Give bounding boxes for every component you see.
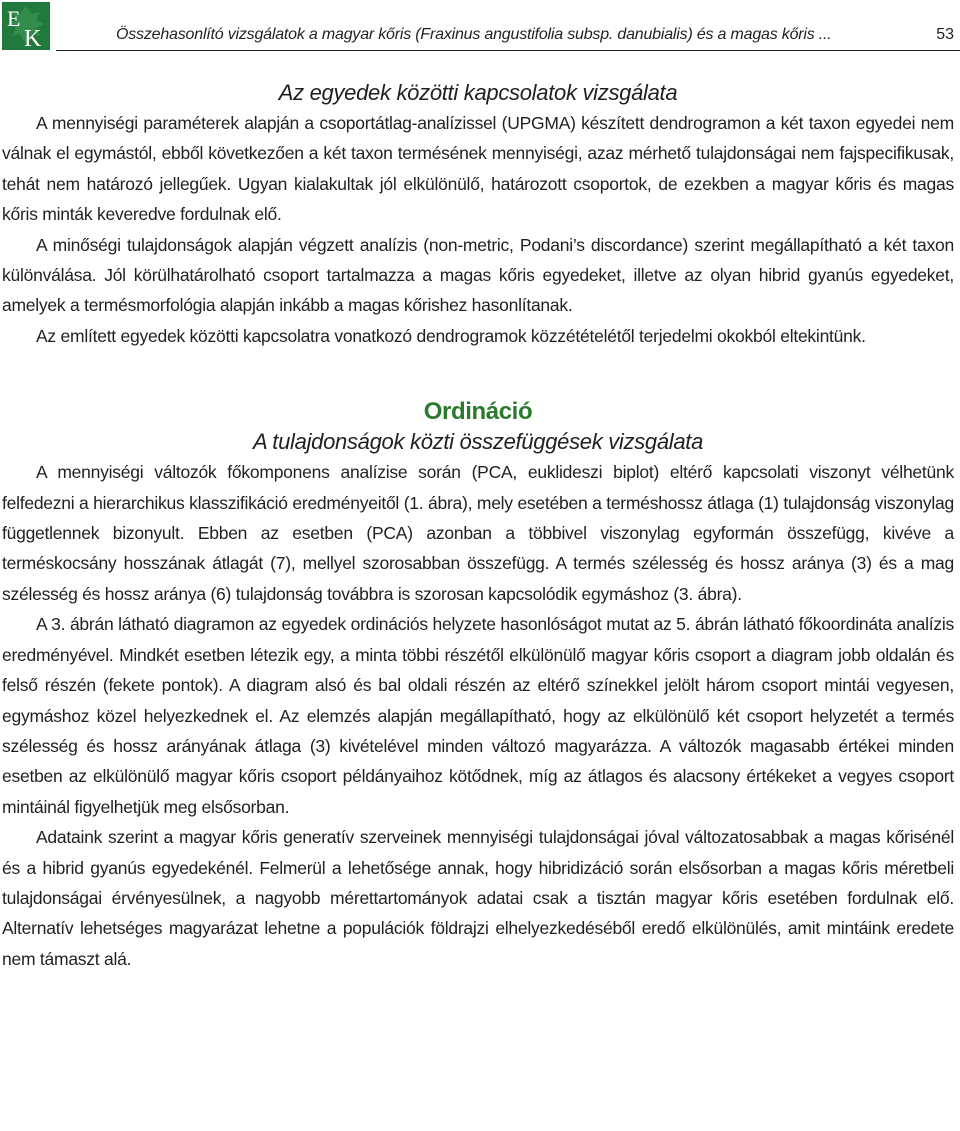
paragraph: A 3. ábrán látható diagramon az egyedek ordinációs helyzete hasonlóságot mutat az 5. ábrán látható főkoordináta analízis eredményével. Mindkét esetben létezik egy, a minta többi részétől elkülönülő magyar kőris csoport a diagram jobb oldalán és felső részén (fekete pontok). A diagram alsó és bal oldali részén az eltérő színekkel jelölt három csoport mintái vegyesen, egymáshoz közel helyezkednek el. Az elemzés alapján megállapítható, hogy az elkülönülő két csoport helyzetét a termés szélesség és hossz arányának átlaga (3) kivételével minden változó magyarázza. A változók magasabb értékei minden esetben az elkülönülő magyar kőris csoport példányaihoz kötődnek, míg az átlagos és alacsony értékeket a vegyes csoport mintáinál figyelhetjük meg elsősorban. (2, 614, 954, 817)
section-title: Az egyedek közötti kapcsolatok vizsgálata (278, 80, 678, 105)
header-divider (56, 50, 960, 51)
page-header (0, 0, 960, 54)
paragraph: A mennyiségi változók főkomponens analízise során (PCA, euklideszi biplot) eltérő kapcsolati viszonyt vélhetünk felfedezni a hierarchikus klasszifikáció eredményeitől (1. ábra), mely esetében a terméshossz átlaga (1) tulajdonság viszonylag függetlennek bizonyult. Ebben az esetben (PCA) azonban a többivel viszonylag egyformán összefügg, kivéve a terméskocsány hosszának átlagát (7), mellyel szorosabban összefügg. A termés szélesség és hossz aránya (3) és a mag szélesség és hossz aránya (6) tulajdonság továbbra is szorosan kapcsolódik egymáshoz (3. ábra). (2, 462, 954, 604)
svg-text:K: K (24, 26, 42, 50)
journal-logo (2, 2, 50, 50)
section-heading: Ordináció (423, 398, 533, 426)
article-body (2, 78, 954, 974)
section-subheading: A tulajdonságok közti összefüggések vizsgálata (252, 429, 704, 455)
paragraph: A mennyiségi paraméterek alapján a csoportátlag-analízissel (UPGMA) készített dendrogramon a két taxon egyedei nem válnak el egymástól, ebből következően a két taxon termésének mennyiségi, azaz mérhető tulajdonságai nem fajspecifikusak, tehát nem határozó jellegűek. Ugyan kialakultak jól elkülönülő, határozott csoportok, de ezekben a magyar kőris és magas kőris minták keveredve fordulnak elő. (2, 113, 954, 225)
running-title: Összehasonlító vizsgálatok a magyar kőris (Fraxinus angustifolia subsp. danubialis) és a magas kőris ... (116, 26, 832, 43)
leaf-logo-icon (2, 2, 50, 50)
paragraph: Adataink szerint a magyar kőris generatív szerveinek mennyiségi tulajdonságai jóval változatosabbak a magas kőrisénél és a hibrid gyanús egyedekénél. Felmerül a lehetősége annak, hogy hibridizáció során elsősorban a magas kőris méretbeli tulajdonságai érvényesülnek, a nagyobb mérettartományok adatai csak a tisztán magyar kőris esetében fordulnak elő. Alternatív lehetséges magyarázat lehetne a populációk földrajzi elhelyezkedéséből eredő elkülönülés, amit mintáink eredete nem támaszt alá. (2, 827, 954, 969)
page-number: 53 (936, 26, 954, 43)
paragraph: Az említett egyedek közötti kapcsolatra vonatkozó dendrogramok közzétételétől terjedelmi okokból eltekintünk. (36, 325, 866, 346)
svg-text:E: E (7, 6, 21, 31)
paragraph: A minőségi tulajdonságok alapján végzett analízis (non-metric, Podani’s discordance) szerint megállapítható a két taxon különválása. Jól körülhatárolható csoport tartalmazza a magas kőris egyedeket, illetve az olyan hibrid gyanús egyedeket, amelyek a termésmorfológia alapján inkább a magas kőrishez hasonlítanak. (2, 234, 954, 316)
